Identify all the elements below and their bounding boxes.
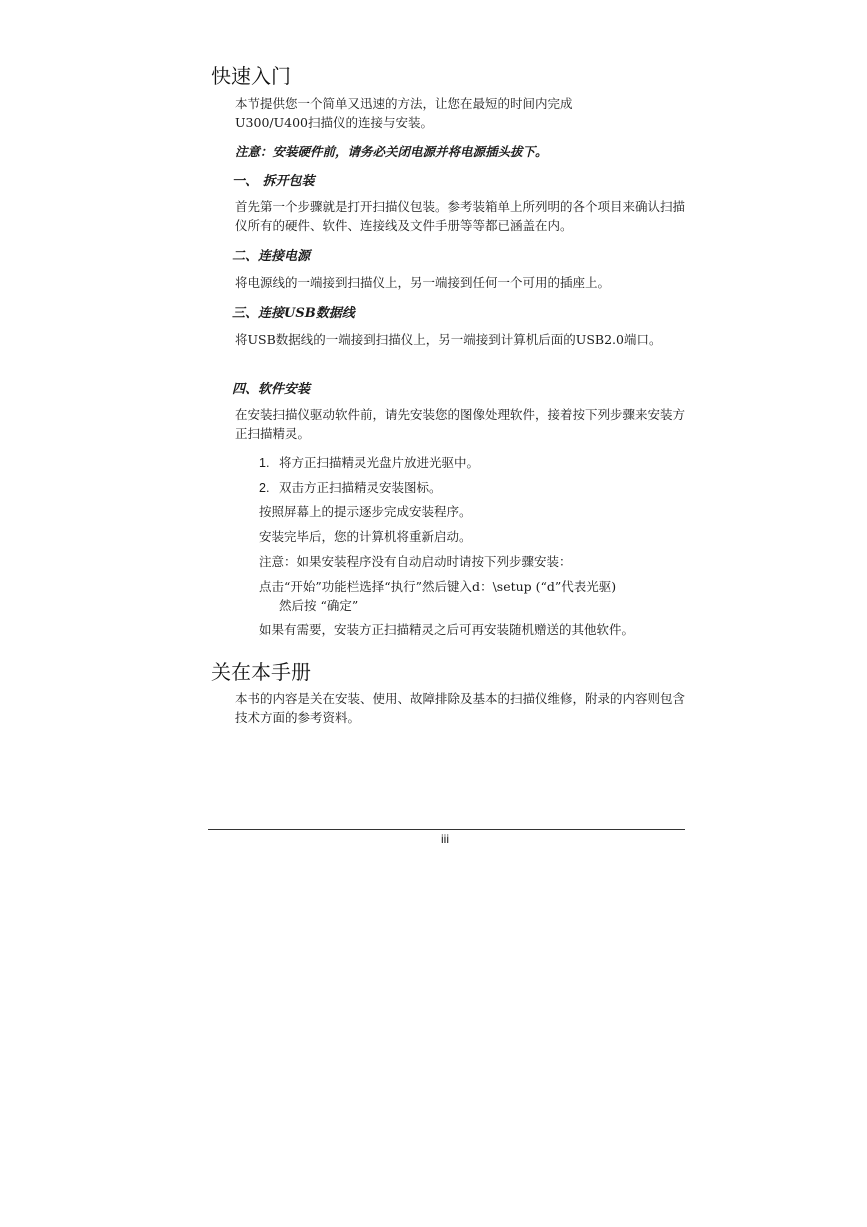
section-heading-unpack: 一、 拆开包装 (232, 174, 315, 189)
install-restart-note: 安装完毕后，您的计算机将重新启动。 (259, 529, 472, 544)
manual-install-note: 注意：如果安装程序没有自动启动时请按下列步骤安装： (259, 554, 572, 569)
intro-line-1: 本节提供您一个简单又迅速的方法，让您在最短的时间内完成 (235, 96, 573, 111)
quickstart-title: 快速入门 (211, 64, 291, 88)
section-body-usb: 将USB数据线的一端接到扫描仪上，另一端接到计算机后面的USB2.0端口。 (235, 332, 662, 347)
section-body-software: 在安装扫描仪驱动软件前，请先安装您的图像处理软件，接着按下列步骤来安装方正扫描精灵。 (235, 407, 686, 441)
run-line-2: 然后按 “确定” (279, 598, 359, 613)
section-body-power: 将电源线的一端接到扫描仪上，另一端接到任何一个可用的插座上。 (235, 275, 611, 290)
step-number: 1. (259, 456, 270, 470)
other-software-note: 如果有需要，安装方正扫描精灵之后可再安装随机赠送的其他软件。 (259, 622, 635, 637)
step-number: 2. (259, 481, 270, 495)
run-line-1: 点击“开始”功能栏选择“执行”然后键入d：\setup (“d”代表光驱) (259, 579, 617, 594)
install-follow-prompts: 按照屏幕上的提示逐步完成安装程序。 (259, 504, 472, 519)
about-manual-body: 本书的内容是关在安装、使用、故障排除及基本的扫描仪维修，附录的内容则包含技术方面的参考资料。 (235, 691, 686, 725)
intro-line-2: U300/U400扫描仪的连接与安装。 (235, 115, 433, 130)
section-heading-software: 四、软件安装 (232, 382, 311, 397)
hardware-warning-note: 注意：安装硬件前，请务必关闭电源并将电源插头拔下。 (235, 144, 548, 159)
step-text: 将方正扫描精灵光盘片放进光驱中。 (279, 455, 480, 470)
install-step-2 (259, 478, 689, 498)
step-text: 双击方正扫描精灵安装图标。 (279, 480, 442, 495)
quickstart-intro (235, 94, 685, 132)
page-number: iii (441, 832, 449, 846)
about-manual-title: 关在本手册 (211, 660, 311, 684)
footer-divider (208, 829, 685, 830)
run-setup-instruction (259, 577, 689, 615)
section-heading-usb: 三、连接USB数据线 (232, 306, 355, 321)
section-body-unpack: 首先第一个步骤就是打开扫描仪包装。参考装箱单上所列明的各个项目来确认扫描仪所有的硬件、软件、连接线及文件手册等等都已涵盖在内。 (235, 199, 686, 233)
install-step-1 (259, 453, 689, 473)
section-heading-power: 二、连接电源 (232, 249, 311, 264)
